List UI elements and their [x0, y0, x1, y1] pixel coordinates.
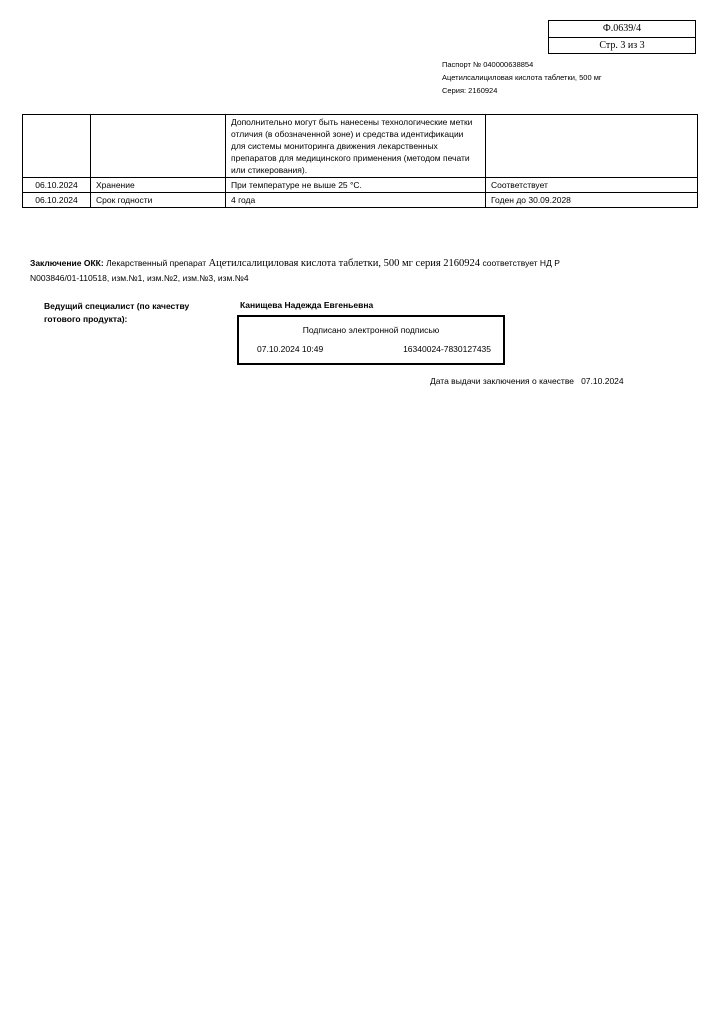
- results-table: [22, 114, 698, 208]
- row-result: Соответствует: [486, 178, 698, 193]
- form-code: Ф.0639/4: [602, 23, 642, 34]
- row-result: Годен до 30.09.2028: [486, 193, 698, 208]
- signer-name: Канищева Надежда Евгеньевна: [240, 300, 374, 310]
- signature-datetime: 07.10.2024 10:49: [257, 344, 324, 354]
- conclusion-label: Заключение ОКК:: [30, 258, 104, 268]
- issue-label: Дата выдачи заключения о качестве: [430, 376, 574, 386]
- signature-code: 16340024-7830127435: [403, 344, 491, 354]
- row-date: 06.10.2024: [23, 178, 91, 193]
- qc-conclusion: [30, 256, 610, 286]
- electronic-signature-box: [237, 315, 505, 365]
- row-norm: 4 года: [226, 193, 486, 208]
- row-date: 06.10.2024: [23, 193, 91, 208]
- row-indicator: Срок годности: [91, 193, 226, 208]
- passport-product: Ацетилсалициловая кислота таблетки, 500 мг: [442, 73, 602, 82]
- row-indicator: [91, 115, 226, 178]
- table-row: [23, 178, 698, 193]
- conclusion-prefix: Лекарственный препарат: [106, 258, 207, 268]
- form-code-box: [548, 20, 696, 54]
- table-row: [23, 115, 698, 178]
- passport-header: [442, 58, 602, 97]
- row-norm: Дополнительно могут быть нанесены технологические метки отличия (в обозначенной зоне) и средства идентификации для системы мониторинга движения лекарственных препаратов для медицинского применения (методом печати или стикерования).: [226, 115, 486, 178]
- conclusion-product: Ацетилсалициловая кислота таблетки, 500 мг серия 2160924: [208, 258, 481, 269]
- table-row: [23, 193, 698, 208]
- issue-date-line: [430, 376, 624, 386]
- row-norm: При температуре не выше 25 °C.: [226, 178, 486, 193]
- signature-title: Подписано электронной подписью: [302, 325, 440, 335]
- row-indicator: Хранение: [91, 178, 226, 193]
- passport-series: Серия: 2160924: [442, 86, 498, 95]
- page-number: Стр. 3 из 3: [549, 37, 695, 54]
- row-result: [486, 115, 698, 178]
- passport-number: Паспорт № 040000638854: [442, 60, 534, 69]
- signer-role: Ведущий специалист (по качеству готового продукта):: [44, 301, 190, 324]
- issue-date: 07.10.2024: [581, 376, 624, 386]
- conclusion-suffix: соответствует НД Р N003846/01-110518, изм.№1, изм.№2, изм.№3, изм.№4: [30, 258, 560, 283]
- row-date: [23, 115, 91, 178]
